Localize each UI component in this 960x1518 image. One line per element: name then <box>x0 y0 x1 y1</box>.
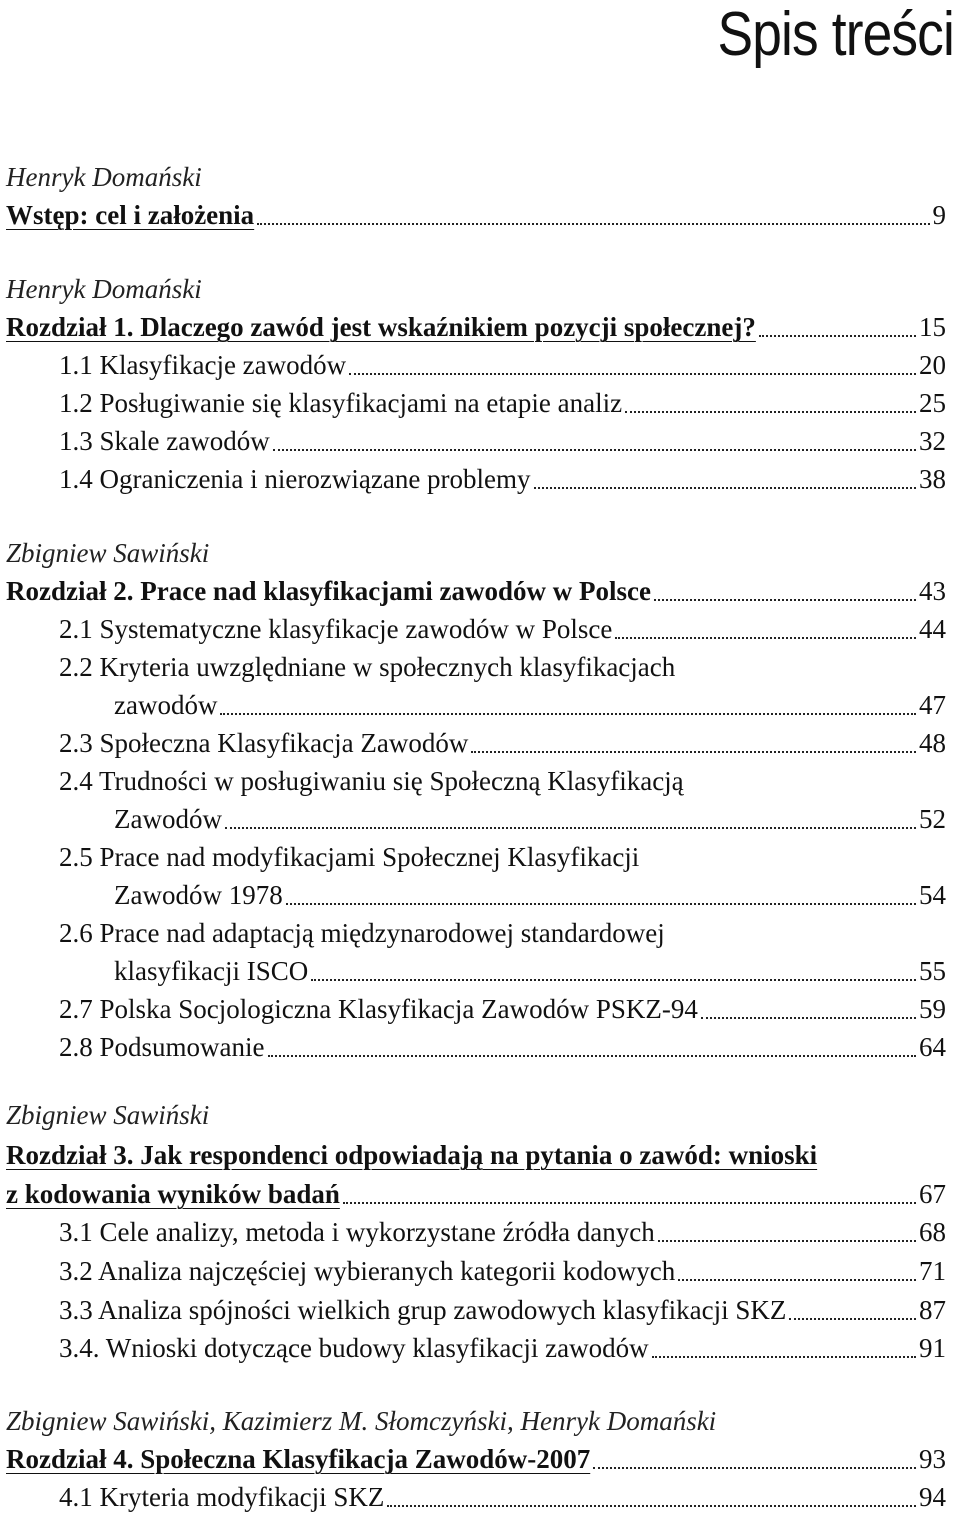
dot-leader <box>286 903 916 905</box>
entry-title: 2.8 Podsumowanie <box>59 1032 265 1062</box>
dot-leader <box>652 1356 916 1358</box>
page-number: 68 <box>919 1217 946 1247</box>
toc-entry-3-2[interactable] <box>6 1252 946 1290</box>
dot-leader <box>625 411 916 413</box>
author-line <box>6 1096 946 1134</box>
entry-title: 2.3 Społeczna Klasyfikacja Zawodów <box>59 728 469 758</box>
page-title: Spis treści <box>717 0 954 69</box>
toc-entry-2-1[interactable] <box>6 610 946 648</box>
dot-leader <box>593 1467 916 1469</box>
toc-entry-2-4[interactable] <box>6 762 946 800</box>
page-number: 87 <box>919 1295 946 1325</box>
entry-title: klasyfikacji ISCO <box>114 956 309 986</box>
author-line <box>6 270 946 308</box>
entry-title: z kodowania wyników badań <box>6 1179 340 1209</box>
entry-title: 2.2 Kryteria uwzględniane w społecznych klasyfikacjach <box>59 652 676 682</box>
entry-title: 1.3 Skale zawodów <box>59 426 270 456</box>
toc-entry-chapter-3[interactable] <box>6 1136 946 1174</box>
author-name: Zbigniew Sawiński <box>6 538 210 568</box>
entry-title: 2.7 Polska Socjologiczna Klasyfikacja Zawodów PSKZ-94 <box>59 994 698 1024</box>
dot-leader <box>349 373 916 375</box>
page-number: 67 <box>919 1179 946 1209</box>
entry-title: Zawodów 1978 <box>114 880 283 910</box>
page-number: 52 <box>919 804 946 834</box>
author-name: Zbigniew Sawiński, Kazimierz M. Słomczyński, Henryk Domański <box>6 1406 717 1436</box>
dot-leader <box>343 1202 916 1204</box>
dot-leader <box>273 449 916 451</box>
entry-title: Rozdział 4. Społeczna Klasyfikacja Zawodów-2007 <box>6 1444 591 1474</box>
entry-title: 2.6 Prace nad adaptacją międzynarodowej standardowej <box>59 918 665 948</box>
toc-entry-2-6-cont[interactable] <box>6 952 946 990</box>
entry-title: Rozdział 1. Dlaczego zawód jest wskaźnikiem pozycji społecznej? <box>6 312 756 342</box>
page-number: 64 <box>919 1032 946 1062</box>
entry-title: Zawodów <box>114 804 222 834</box>
toc-entry-3-3[interactable] <box>6 1291 946 1329</box>
dot-leader <box>615 637 916 639</box>
toc-entry-1-4[interactable] <box>6 460 946 498</box>
entry-title: Wstęp: cel i założenia <box>6 200 255 230</box>
entry-title: 3.2 Analiza najczęściej wybieranych kategorii kodowych <box>59 1256 676 1286</box>
toc-entry-2-4-cont[interactable] <box>6 800 946 838</box>
toc-entry-2-6[interactable] <box>6 914 946 952</box>
entry-title: 3.1 Cele analizy, metoda i wykorzystane źródła danych <box>59 1217 655 1247</box>
toc-entry-2-8[interactable] <box>6 1028 946 1066</box>
toc-entry-2-7[interactable] <box>6 990 946 1028</box>
toc-entry-chapter-2[interactable] <box>6 572 946 610</box>
page-number: 9 <box>932 200 946 230</box>
entry-title: 2.1 Systematyczne klasyfikacje zawodów w Polsce <box>59 614 613 644</box>
toc-entry-1-3[interactable] <box>6 422 946 460</box>
entry-title: zawodów <box>114 690 218 720</box>
page-number: 47 <box>919 690 946 720</box>
toc-entry-1-2[interactable] <box>6 384 946 422</box>
page-number: 48 <box>919 728 946 758</box>
entry-title: Rozdział 3. Jak respondenci odpowiadają na pytania o zawód: wnioski <box>6 1140 818 1170</box>
entry-title: 2.4 Trudności w posługiwaniu się Społeczną Klasyfikacją <box>59 766 684 796</box>
toc-entry-2-5[interactable] <box>6 838 946 876</box>
toc-entry-2-3[interactable] <box>6 724 946 762</box>
dot-leader <box>257 223 929 225</box>
toc-entry-4-1[interactable] <box>6 1478 946 1516</box>
entry-title: 4.1 Kryteria modyfikacji SKZ <box>59 1482 385 1512</box>
toc-entry-chapter-3-cont[interactable] <box>6 1175 946 1213</box>
dot-leader <box>311 979 916 981</box>
toc-entry-chapter-1[interactable] <box>6 308 946 346</box>
entry-title: 1.2 Posługiwanie się klasyfikacjami na etapie analiz <box>59 388 623 418</box>
dot-leader <box>701 1017 916 1019</box>
page-number: 38 <box>919 464 946 494</box>
dot-leader <box>678 1279 916 1281</box>
dot-leader <box>225 827 916 829</box>
toc-entry-2-2[interactable] <box>6 648 946 686</box>
page-number: 94 <box>919 1482 946 1512</box>
page-number: 20 <box>919 350 946 380</box>
author-name: Henryk Domański <box>6 162 202 192</box>
page-number: 59 <box>919 994 946 1024</box>
dot-leader <box>789 1318 916 1320</box>
author-line <box>6 158 946 196</box>
page-number: 55 <box>919 956 946 986</box>
page-number: 54 <box>919 880 946 910</box>
page-number: 44 <box>919 614 946 644</box>
dot-leader <box>220 713 916 715</box>
dot-leader <box>654 599 916 601</box>
entry-title: 3.4. Wnioski dotyczące budowy klasyfikacji zawodów <box>59 1333 649 1363</box>
author-line <box>6 1402 946 1440</box>
page-number: 25 <box>919 388 946 418</box>
page-number: 15 <box>919 312 946 342</box>
entry-title: 3.3 Analiza spójności wielkich grup zawodowych klasyfikacji SKZ <box>59 1295 787 1325</box>
toc-entry-2-5-cont[interactable] <box>6 876 946 914</box>
author-name: Zbigniew Sawiński <box>6 1100 210 1130</box>
author-line <box>6 534 946 572</box>
author-name: Henryk Domański <box>6 274 202 304</box>
toc-entry-3-1[interactable] <box>6 1213 946 1251</box>
page-number: 71 <box>919 1256 946 1286</box>
dot-leader <box>471 751 916 753</box>
entry-title: 1.1 Klasyfikacje zawodów <box>59 350 347 380</box>
page-number: 43 <box>919 576 946 606</box>
entry-title: Rozdział 2. Prace nad klasyfikacjami zawodów w Polsce <box>6 576 651 606</box>
toc-entry-intro[interactable] <box>6 196 946 234</box>
toc-entry-3-4[interactable] <box>6 1329 946 1367</box>
dot-leader <box>759 335 916 337</box>
toc-entry-2-2-cont[interactable] <box>6 686 946 724</box>
entry-title: 2.5 Prace nad modyfikacjami Społecznej Klasyfikacji <box>59 842 640 872</box>
page-number: 32 <box>919 426 946 456</box>
toc-entry-1-1[interactable] <box>6 346 946 384</box>
page-number: 91 <box>919 1333 946 1363</box>
dot-leader <box>658 1240 916 1242</box>
toc-entry-chapter-4[interactable] <box>6 1440 946 1478</box>
dot-leader <box>387 1505 916 1507</box>
dot-leader <box>268 1055 917 1057</box>
dot-leader <box>534 487 916 489</box>
page-number: 93 <box>919 1444 946 1474</box>
entry-title: 1.4 Ograniczenia i nierozwiązane problemy <box>59 464 531 494</box>
